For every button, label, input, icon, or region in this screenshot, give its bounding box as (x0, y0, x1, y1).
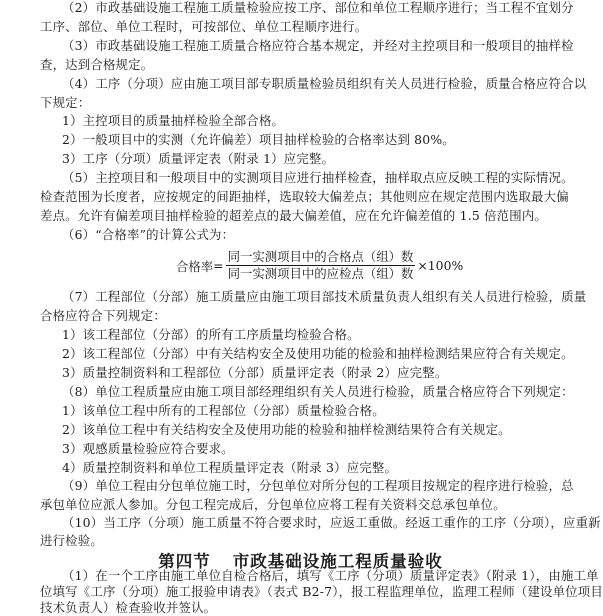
pass-rate-formula (176, 250, 463, 281)
paragraph-line: （9）单位工程由分包单位施工时，分包单位对所分包的工程项目按规定的程序进行检验，总 (62, 478, 574, 493)
paragraph-line: 查，达到合格规定。 (40, 57, 154, 72)
paragraph-line: （8）单位工程质量应由施工项目部经理组织有关人员进行检验，质量合格应符合下列规定： (62, 384, 574, 399)
formula-fraction (226, 250, 416, 281)
paragraph-line: （5）主控项目和一般项目中的实测项目应进行抽样检查，抽样取点应反映工程的实际情况。 (62, 170, 574, 185)
paragraph-line: （1）在一个工序由施工单位自检合格后，填写《工序（分项）质量评定表》（附录 1），由施工单 (62, 568, 599, 583)
paragraph-line: （3）市政基础设施工程施工质量合格应符合基本规定，并经对主控项目和一般项目的抽样检 (62, 38, 574, 53)
paragraph-line: 承包单位应派人参加。分包工程完成后，分包单位应将工程有关资料交总承包单位。 (40, 497, 506, 512)
paragraph-line: 差点。允许有偏差项目抽样检验的超差点的最大偏差值，应在允许偏差值的 1.5 倍范围内。 (40, 208, 548, 223)
paragraph-line: 工序、部位、单位工程时，可按部位、单位工程顺序进行。 (40, 19, 368, 34)
paragraph-line: 2）一般项目中的实测（允许偏差）项目抽样检验的合格率达到 80%。 (62, 132, 455, 147)
formula-label: 合格率 (176, 258, 214, 274)
paragraph-line: 3）质量控制资料和工程部位（分部）质量评定表（附录 2）应完整。 (62, 365, 448, 380)
paragraph-line: 技术负责人）检查验收并签认。 (40, 600, 217, 615)
paragraph-line: （4）工序（分项）应由施工项目部专职质量检验员组织有关人员进行检验，质量合格应符合以 (62, 76, 587, 91)
formula-multiplier: ×100% (417, 258, 464, 273)
paragraph-line: 1）该单位工程中所有的工程部位（分部）质量检验合格。 (62, 403, 385, 418)
paragraph-line: （7）工程部位（分部）施工质量应由施工项目部技术质量负责人组织有关人员进行检验，质量 (62, 289, 587, 304)
paragraph-line: 1）该工程部位（分部）的所有工序质量均检验合格。 (62, 327, 360, 342)
paragraph-line: 2）该单位工程中有关结构安全及使用功能的检验和抽样检测结果符合有关规定。 (62, 422, 511, 437)
paragraph-line: 下规定： (40, 95, 91, 110)
paragraph-line: 3）观感质量检验应符合要求。 (62, 441, 234, 456)
formula-numerator: 同一实测项目中的合格点（组）数 (227, 249, 414, 264)
paragraph-line: （2）市政基础设施工程施工质量检验应按工序、部位和单位工程顺序进行；当工程不宜划分 (62, 0, 574, 15)
formula-denominator: 同一实测项目中的应检点（组）数 (227, 266, 414, 281)
section-number: 第四节 (158, 552, 211, 571)
paragraph-line: 4）质量控制资料和单位工程质量评定表（附录 3）应完整。 (62, 460, 398, 475)
paragraph-line: 合格应符合下列规定： (40, 308, 166, 323)
paragraph-line: 位填写《工序（分项）施工报验申请表》（表式 B2-7），报工程监理单位，监理工程师（建设单位项目 (40, 584, 603, 599)
paragraph-line: 进行检验。 (40, 533, 103, 548)
paragraph-line: 1）主控项目的质量抽样检验全部合格。 (62, 113, 285, 128)
formula-equals: = (213, 258, 224, 273)
paragraph-line: （6）“合格率”的计算公式为： (62, 227, 235, 242)
paragraph-line: 3）工序（分项）质量评定表（附录 1）应完整。 (62, 151, 335, 166)
paragraph-line: 2）该工程部位（分部）中有关结构安全及使用功能的检验和抽样检测结果应符合有关规定。 (62, 346, 574, 361)
paragraph-line: 检查范围为长度者，应按规定的间距抽样，选取较大偏差点；其他则应在规定范围内选取最大偏 (40, 189, 569, 204)
section-title: 市政基础设施工程质量验收 (232, 552, 443, 571)
paragraph-line: （10）当工序（分项）施工质量不符合要求时，应返工重做。经返工重作的工序（分项），应重新 (62, 515, 601, 530)
